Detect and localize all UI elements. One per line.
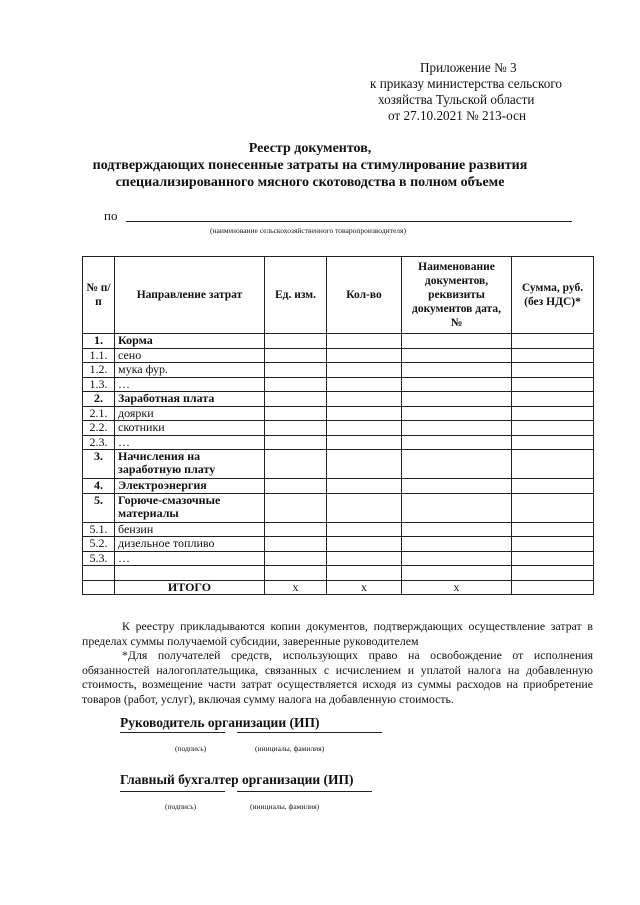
unit-cell[interactable] bbox=[265, 522, 327, 537]
head-signature-title: Руководитель организации (ИП) bbox=[120, 715, 320, 730]
row-number: 2.2. bbox=[83, 421, 115, 436]
sum-cell[interactable] bbox=[512, 493, 594, 522]
qty-cell[interactable] bbox=[327, 392, 402, 407]
row-direction: Заработная плата bbox=[115, 392, 265, 407]
accountant-signature-title: Главный бухгалтер организации (ИП) bbox=[120, 772, 354, 787]
unit-cell[interactable] bbox=[265, 537, 327, 552]
row-number: 3. bbox=[83, 450, 115, 479]
docs-cell[interactable] bbox=[402, 537, 512, 552]
po-label: по bbox=[104, 208, 118, 223]
total-sum[interactable] bbox=[512, 580, 594, 595]
row-number: 5.2. bbox=[83, 537, 115, 552]
unit-cell[interactable] bbox=[265, 348, 327, 363]
row-direction: Горюче-смазочные материалы bbox=[115, 493, 265, 522]
table-row bbox=[83, 363, 594, 378]
document-title bbox=[60, 140, 560, 191]
table-header-row bbox=[83, 257, 594, 334]
annex-block bbox=[370, 60, 600, 124]
docs-cell[interactable] bbox=[402, 493, 512, 522]
head-name-line[interactable] bbox=[237, 732, 382, 733]
table-row bbox=[83, 522, 594, 537]
table-row bbox=[83, 377, 594, 392]
annex-line3: хозяйства Тульской области bbox=[378, 92, 535, 107]
row-direction: … bbox=[115, 435, 265, 450]
sum-cell[interactable] bbox=[512, 566, 594, 581]
annex-line2: к приказу министерства сельского bbox=[370, 76, 563, 91]
acc-name-caption: (инициалы, фамилия) bbox=[250, 802, 320, 811]
row-direction: бензин bbox=[115, 522, 265, 537]
unit-cell[interactable] bbox=[265, 334, 327, 349]
qty-cell[interactable] bbox=[327, 334, 402, 349]
docs-cell[interactable] bbox=[402, 522, 512, 537]
table-row bbox=[83, 421, 594, 436]
docs-cell[interactable] bbox=[402, 435, 512, 450]
acc-sign-caption: (подпись) bbox=[165, 802, 197, 811]
row-direction bbox=[115, 566, 265, 581]
row-number: 2. bbox=[83, 392, 115, 407]
total-qty: х bbox=[327, 580, 402, 595]
total-num bbox=[83, 580, 115, 595]
row-direction: мука фур. bbox=[115, 363, 265, 378]
total-unit: х bbox=[265, 580, 327, 595]
annex-line1: Приложение № 3 bbox=[420, 60, 517, 75]
sum-cell[interactable] bbox=[512, 421, 594, 436]
qty-cell[interactable] bbox=[327, 493, 402, 522]
qty-cell[interactable] bbox=[327, 479, 402, 494]
qty-cell[interactable] bbox=[327, 377, 402, 392]
registry-table bbox=[82, 256, 594, 595]
header-direction: Направление затрат bbox=[115, 257, 265, 334]
row-number: 2.3. bbox=[83, 435, 115, 450]
title-line3: специализированного мясного скотоводства в полном объеме bbox=[115, 175, 505, 190]
table-row bbox=[83, 566, 594, 581]
total-label: ИТОГО bbox=[115, 580, 265, 595]
row-number: 1.3. bbox=[83, 377, 115, 392]
acc-sign-line[interactable] bbox=[120, 791, 225, 792]
docs-cell[interactable] bbox=[402, 377, 512, 392]
docs-cell[interactable] bbox=[402, 406, 512, 421]
row-direction: … bbox=[115, 377, 265, 392]
total-docs: х bbox=[402, 580, 512, 595]
po-caption: (наименование сельскохозяйственного товаропроизводителя) bbox=[210, 226, 406, 235]
title-line2: подтверждающих понесенные затраты на стимулирование развития bbox=[92, 158, 528, 173]
row-direction: Электроэнергия bbox=[115, 479, 265, 494]
header-num: № п/п bbox=[83, 257, 115, 334]
sum-cell[interactable] bbox=[512, 406, 594, 421]
unit-cell[interactable] bbox=[265, 493, 327, 522]
unit-cell[interactable] bbox=[265, 435, 327, 450]
table-row bbox=[83, 435, 594, 450]
head-name-caption: (инициалы, фамилия) bbox=[255, 744, 325, 753]
docs-cell[interactable] bbox=[402, 363, 512, 378]
title-line1: Реестр документов, bbox=[248, 141, 372, 156]
docs-cell[interactable] bbox=[402, 479, 512, 494]
qty-cell[interactable] bbox=[327, 363, 402, 378]
row-direction: сено bbox=[115, 348, 265, 363]
row-direction: Начисления на заработную плату bbox=[115, 450, 265, 479]
qty-cell[interactable] bbox=[327, 406, 402, 421]
table-row bbox=[83, 406, 594, 421]
row-direction: … bbox=[115, 551, 265, 566]
sum-cell[interactable] bbox=[512, 392, 594, 407]
row-number: 5. bbox=[83, 493, 115, 522]
sum-cell[interactable] bbox=[512, 522, 594, 537]
sum-cell[interactable] bbox=[512, 435, 594, 450]
table-row bbox=[83, 537, 594, 552]
row-direction: Корма bbox=[115, 334, 265, 349]
docs-cell[interactable] bbox=[402, 450, 512, 479]
total-row bbox=[83, 580, 594, 595]
row-number bbox=[83, 566, 115, 581]
row-direction: дизельное топливо bbox=[115, 537, 265, 552]
header-docs: Наименование документов, реквизиты документов дата, № bbox=[402, 257, 512, 334]
sum-cell[interactable] bbox=[512, 363, 594, 378]
unit-cell[interactable] bbox=[265, 450, 327, 479]
qty-cell[interactable] bbox=[327, 522, 402, 537]
row-number: 2.1. bbox=[83, 406, 115, 421]
qty-cell[interactable] bbox=[327, 566, 402, 581]
row-direction: скотники bbox=[115, 421, 265, 436]
annex-line4: от 27.10.2021 № 213-осн bbox=[388, 108, 527, 123]
docs-cell[interactable] bbox=[402, 348, 512, 363]
docs-cell[interactable] bbox=[402, 551, 512, 566]
qty-cell[interactable] bbox=[327, 435, 402, 450]
qty-cell[interactable] bbox=[327, 421, 402, 436]
row-number: 5.3. bbox=[83, 551, 115, 566]
head-sign-caption: (подпись) bbox=[175, 744, 207, 753]
table-row bbox=[83, 348, 594, 363]
table-row bbox=[83, 450, 594, 479]
row-number: 1.1. bbox=[83, 348, 115, 363]
sum-cell[interactable] bbox=[512, 377, 594, 392]
row-direction: доярки bbox=[115, 406, 265, 421]
row-number: 4. bbox=[83, 479, 115, 494]
sum-cell[interactable] bbox=[512, 348, 594, 363]
header-sum: Сумма, руб. (без НДС)* bbox=[512, 257, 594, 334]
qty-cell[interactable] bbox=[327, 537, 402, 552]
unit-cell[interactable] bbox=[265, 421, 327, 436]
header-unit: Ед. изм. bbox=[265, 257, 327, 334]
row-number: 5.1. bbox=[83, 522, 115, 537]
unit-cell[interactable] bbox=[265, 392, 327, 407]
row-number: 1. bbox=[83, 334, 115, 349]
table-row bbox=[83, 493, 594, 522]
note-vat: *Для получателей средств, использующих право на освобождение от исполнения обязанностей налогоплательщика, связанных с исчислением и уплатой налога на добавленную стоимость, возмещение части затрат осуществляется исходя из суммы расходов на приобретение товаров (работ, услуг), включая сумму налога на добавленную стоимость. bbox=[82, 648, 593, 706]
sum-cell[interactable] bbox=[512, 537, 594, 552]
table-row bbox=[83, 392, 594, 407]
po-fill-line[interactable] bbox=[126, 221, 572, 222]
table-row bbox=[83, 334, 594, 349]
po-row bbox=[104, 208, 574, 224]
unit-cell[interactable] bbox=[265, 566, 327, 581]
unit-cell[interactable] bbox=[265, 363, 327, 378]
qty-cell[interactable] bbox=[327, 450, 402, 479]
sum-cell[interactable] bbox=[512, 334, 594, 349]
unit-cell[interactable] bbox=[265, 551, 327, 566]
unit-cell[interactable] bbox=[265, 479, 327, 494]
unit-cell[interactable] bbox=[265, 377, 327, 392]
acc-name-line[interactable] bbox=[237, 791, 372, 792]
note-attachments: К реестру прикладываются копии документов, подтверждающих осуществление затрат в пределах суммы получаемой субсидии, заверенные руководителем bbox=[82, 619, 593, 648]
header-qty: Кол-во bbox=[327, 257, 402, 334]
unit-cell[interactable] bbox=[265, 406, 327, 421]
qty-cell[interactable] bbox=[327, 551, 402, 566]
sum-cell[interactable] bbox=[512, 450, 594, 479]
qty-cell[interactable] bbox=[327, 348, 402, 363]
sum-cell[interactable] bbox=[512, 551, 594, 566]
docs-cell[interactable] bbox=[402, 392, 512, 407]
docs-cell[interactable] bbox=[402, 421, 512, 436]
table-row bbox=[83, 479, 594, 494]
sum-cell[interactable] bbox=[512, 479, 594, 494]
head-sign-line[interactable] bbox=[120, 732, 225, 733]
docs-cell[interactable] bbox=[402, 334, 512, 349]
row-number: 1.2. bbox=[83, 363, 115, 378]
table-row bbox=[83, 551, 594, 566]
docs-cell[interactable] bbox=[402, 566, 512, 581]
